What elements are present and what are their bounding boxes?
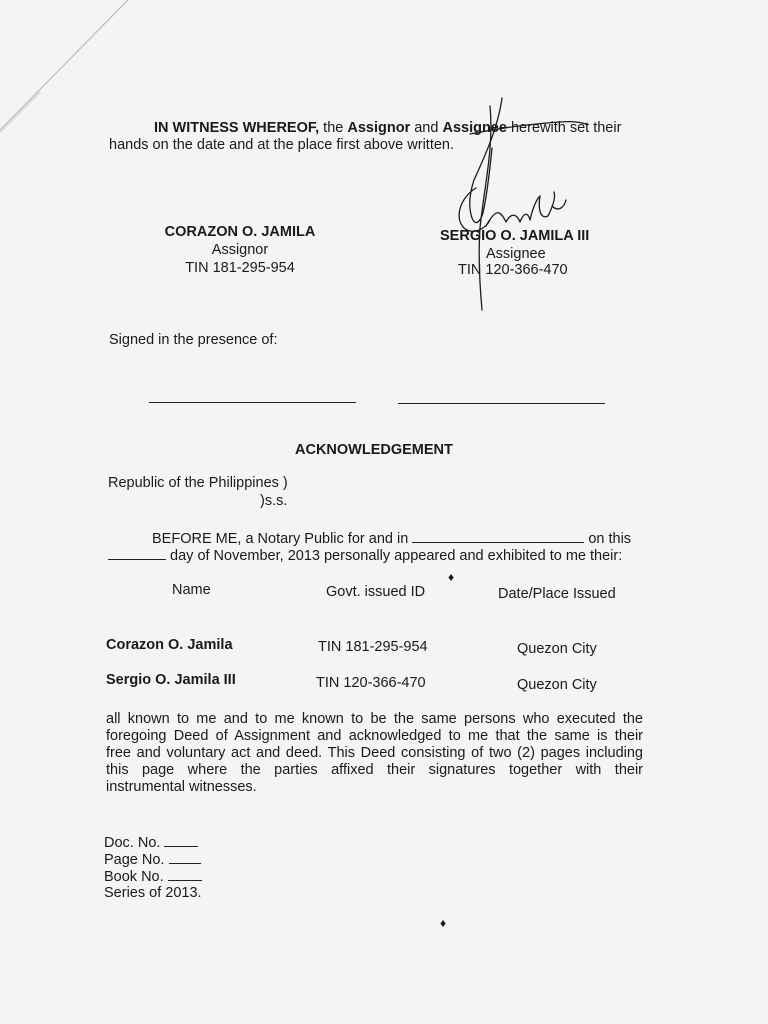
scan-mark-bottom: ♦ xyxy=(440,916,447,930)
header-govt-id: Govt. issued ID xyxy=(326,584,426,600)
closing-line: this page where the parties affixed their signatures together with their xyxy=(106,762,643,778)
page-no: Page No. xyxy=(104,851,201,869)
closing-line: free and voluntary act and deed. This Deed consisting of two (2) pages including xyxy=(106,745,643,761)
witness-signature-line-1 xyxy=(149,402,356,403)
place-blank xyxy=(412,530,584,543)
ss-line: )s.s. xyxy=(260,493,288,509)
assignee-signature xyxy=(440,88,600,318)
page-corner-crease xyxy=(0,0,140,140)
closing-paragraph xyxy=(106,711,643,796)
day-line: day of November, 2013 personally appeared and exhibited to me their: xyxy=(108,547,622,565)
doc-no: Doc. No. xyxy=(104,834,198,852)
witness-line-1: IN WITNESS WHEREOF, the Assignor and Assignee herewith set their xyxy=(154,120,622,136)
assignor-tin: TIN 181-295-954 xyxy=(185,260,295,276)
before-me-line: BEFORE ME, a Notary Public for and in on this xyxy=(152,531,632,547)
row-2-name: Sergio O. Jamila III xyxy=(106,672,236,688)
doc-no-blank xyxy=(164,834,198,847)
witness-signature-line-2 xyxy=(398,403,605,404)
assignor-role: Assignor xyxy=(211,242,269,258)
closing-line: foregoing Deed of Assignment and acknowledged to me that the same is their xyxy=(106,728,643,744)
witness-lead: IN WITNESS WHEREOF, xyxy=(154,120,320,136)
assignee-role: Assignee xyxy=(486,246,546,262)
row-1-id: TIN 181-295-954 xyxy=(318,639,428,655)
witness-line-2: hands on the date and at the place first above written. xyxy=(109,137,455,153)
header-date-place: Date/Place Issued xyxy=(498,586,616,602)
closing-line: instrumental witnesses. xyxy=(106,779,257,795)
series: Series of 2013. xyxy=(104,885,202,901)
row-2-id: TIN 120-366-470 xyxy=(316,675,426,691)
scan-mark: ♦ xyxy=(448,570,455,584)
assignor-name: CORAZON O. JAMILA xyxy=(164,224,316,240)
book-no: Book No. xyxy=(104,868,202,886)
assignee-name: SERGIO O. JAMILA III xyxy=(440,228,590,244)
assignee-tin: TIN 120-366-470 xyxy=(458,262,568,278)
row-1-name: Corazon O. Jamila xyxy=(106,637,233,653)
row-1-place: Quezon City xyxy=(517,641,597,657)
assignor-word: Assignor xyxy=(347,120,411,136)
acknowledgement-title: ACKNOWLEDGEMENT xyxy=(295,442,453,458)
closing-line: all known to me and to me known to be the same persons who executed the xyxy=(106,711,643,727)
row-2-place: Quezon City xyxy=(517,677,597,693)
day-blank xyxy=(108,547,166,560)
book-no-blank xyxy=(168,868,202,881)
page-no-blank xyxy=(169,851,201,864)
republic-line: Republic of the Philippines ) xyxy=(108,475,288,491)
assignee-word: Assignee xyxy=(442,120,507,136)
presence-label: Signed in the presence of: xyxy=(109,332,278,348)
header-name: Name xyxy=(172,582,211,598)
